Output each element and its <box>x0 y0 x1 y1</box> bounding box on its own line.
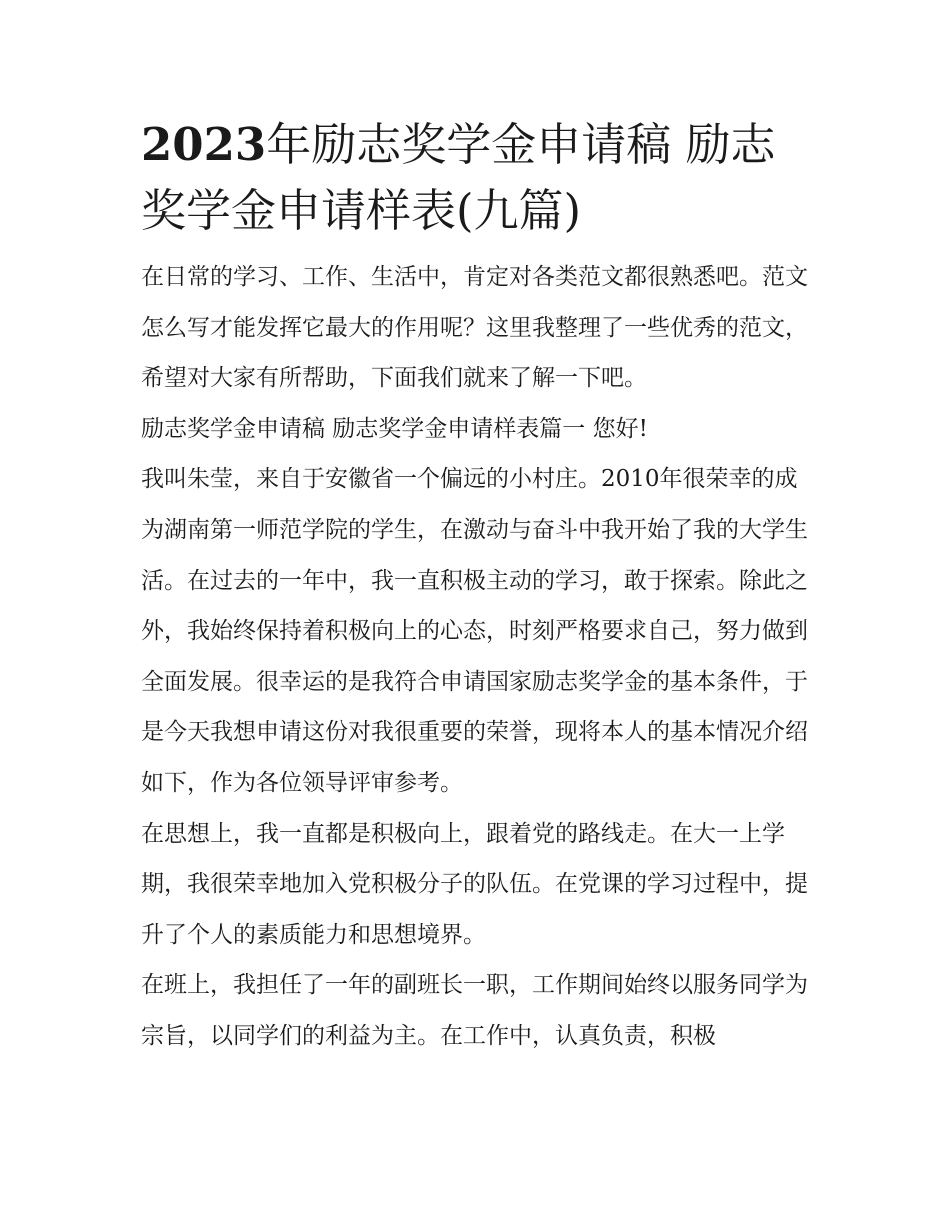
paragraph-self-intro: 我叫朱莹，来自于安徽省一个偏远的小村庄。2010年很荣幸的成为湖南第一师范学院的学生，在激动与奋斗中我开始了我的大学生活。在过去的一年中，我一直积极主动的学习，敢于探索。除此之外，我始终保持着积极向上的心态，时刻严格要求自己，努力做到全面发展。很幸运的是我符合申请国家励志奖学金的基本条件，于是今天我想申请这份对我很重要的荣誉，现将本人的基本情况介绍如下，作为各位领导评审参考。 <box>141 466 808 796</box>
document-page <box>141 112 813 1062</box>
paragraph-heading: 励志奖学金申请稿 励志奖学金申请样表篇一 您好! <box>141 415 648 442</box>
title-year: 2023 <box>141 118 267 171</box>
paragraph-intro: 在日常的学习、工作、生活中，肯定对各类范文都很熟悉吧。范文怎么写才能发挥它最大的作用呢？这里我整理了一些优秀的范文，希望对大家有所帮助，下面我们就来了解一下吧。 <box>141 264 808 392</box>
paragraph-class-work: 在班上，我担任了一年的副班长一职，工作期间始终以服务同学为宗旨，以同学们的利益为主。在工作中，认真负责，积极 <box>141 972 808 1049</box>
paragraph-ideology: 在思想上，我一直都是积极向上，跟着党的路线走。在大一上学期，我很荣幸地加入党积极分子的队伍。在党课的学习过程中，提升了个人的素质能力和思想境界。 <box>141 820 808 948</box>
title-text: 年励志奖学金申请稿 励志奖学金申请样表(九篇) <box>141 118 776 237</box>
document-title <box>141 112 813 244</box>
